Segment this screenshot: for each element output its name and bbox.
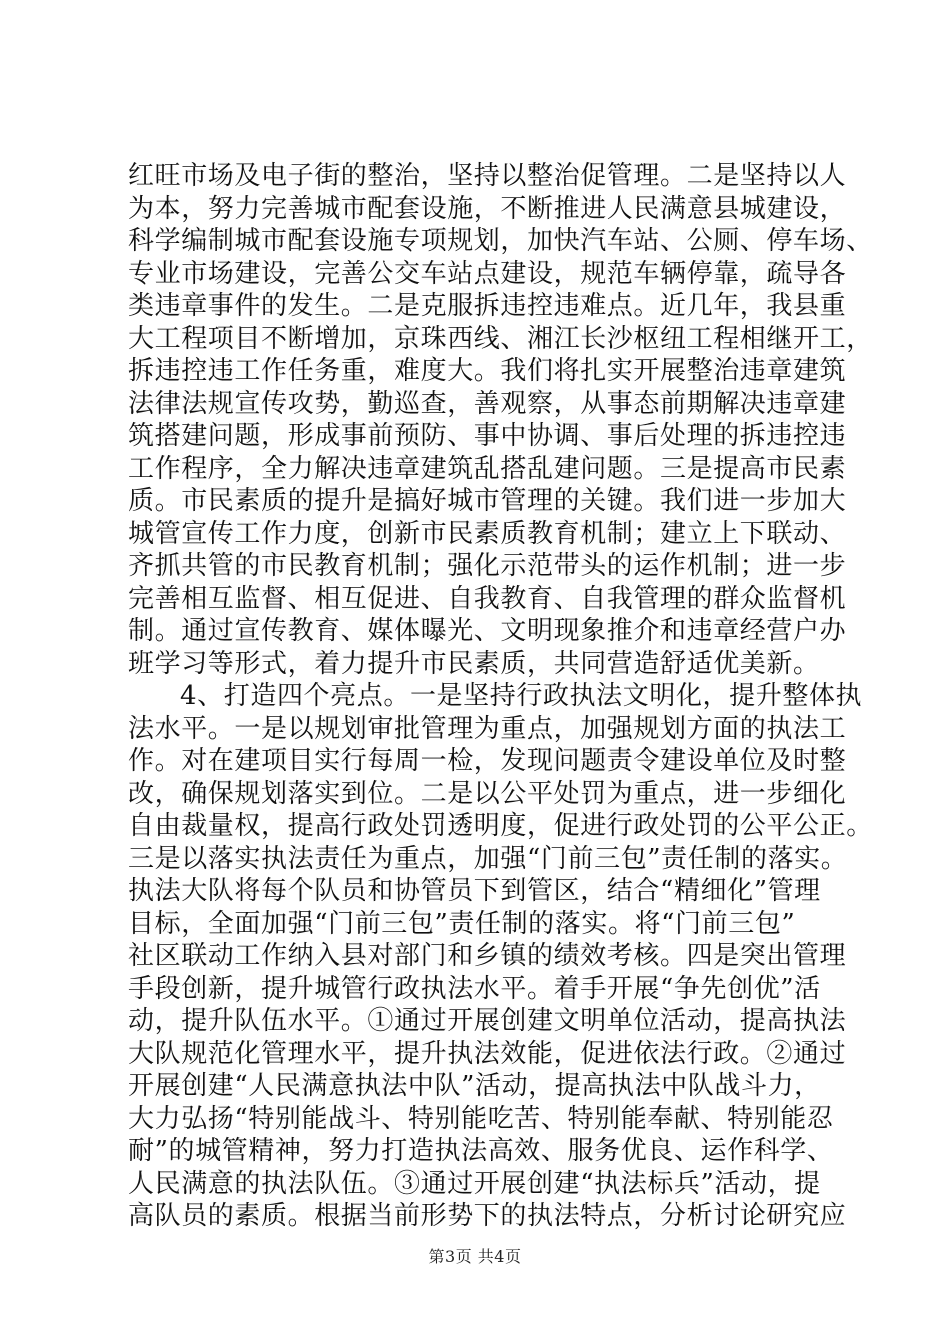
text-line: 开展创建“人民满意执法中队”活动，提高执法中队战斗力， <box>128 1071 821 1101</box>
text-line: 作。对在建项目实行每周一检，发现问题责令建设单位及时整 <box>128 746 847 776</box>
text-line: 动，提升队伍水平。①通过开展创建文明单位活动，提高执法 <box>128 1006 847 1036</box>
text-line: 工作程序，全力解决违章建筑乱搭乱建问题。三是提高市民素 <box>128 453 847 484</box>
text-line: 耐”的城管精神，努力打造执法高效、服务优良、运作科学、 <box>128 1136 834 1166</box>
text-line: 专业市场建设，完善公交车站点建设，规范车辆停靠，疏导各 <box>128 258 847 289</box>
text-line: 自由裁量权，提高行政处罚透明度，促进行政处罚的公平公正。 <box>128 811 873 841</box>
text-line: 科学编制城市配套设施专项规划，加快汽车站、公厕、停车场、 <box>128 226 873 256</box>
text-line: 法水平。一是以规划审批管理为重点，加强规划方面的执法工 <box>128 713 847 744</box>
text-line: 大队规范化管理水平，提升执法效能，促进依法行政。②通过 <box>128 1038 847 1069</box>
text-line: 改，确保规划落实到位。二是以公平处罚为重点，进一步细化 <box>128 778 847 809</box>
text-line: 执法大队将每个队员和协管员下到管区，结合“精细化”管理 <box>128 876 821 906</box>
text-line: 城管宣传工作力度，创新市民素质教育机制；建立上下联动、 <box>128 518 847 549</box>
text-line: 齐抓共管的市民教育机制；强化示范带头的运作机制；进一步 <box>128 551 847 581</box>
text-line: 质。市民素质的提升是搞好城市管理的关键。我们进一步加大 <box>128 486 847 516</box>
text-line: 筑搭建问题，形成事前预防、事中协调、事后处理的拆违控违 <box>128 421 847 451</box>
text-line: 法律法规宣传攻势，勤巡查，善观察，从事态前期解决违章建 <box>128 388 847 419</box>
text-line: 红旺市场及电子街的整治，坚持以整治促管理。二是坚持以人 <box>128 161 847 191</box>
text-line: 三是以落实执法责任为重点，加强“门前三包”责任制的落实。 <box>128 843 848 874</box>
text-line: 4、打造四个亮点。一是坚持行政执法文明化，提升整体执 <box>180 681 863 711</box>
text-line: 类违章事件的发生。二是克服拆违控违难点。近几年，我县重 <box>128 291 847 321</box>
text-line: 完善相互监督、相互促进、自我教育、自我管理的群众监督机 <box>128 583 847 614</box>
text-line: 大工程项目不断增加，京珠西线、湘江长沙枢纽工程相继开工， <box>128 323 873 354</box>
text-line: 社区联动工作纳入县对部门和乡镇的绩效考核。四是突出管理 <box>128 941 847 971</box>
text-line: 高队员的素质。根据当前形势下的执法特点，分析讨论研究应 <box>128 1201 847 1231</box>
text-line: 拆违控违工作任务重，难度大。我们将扎实开展整治违章建筑 <box>128 356 847 386</box>
body-text <box>128 160 873 1233</box>
page-footer: 第3页 共4页 <box>428 1247 522 1266</box>
text-line: 手段创新，提升城管行政执法水平。着手开展“争先创优”活 <box>128 973 821 1004</box>
text-line: 大力弘扬“特别能战斗、特别能吃苦、特别能奉献、特别能忍 <box>128 1103 834 1134</box>
text-line: 目标，全面加强“门前三包”责任制的落实。将“门前三包” <box>128 908 796 939</box>
text-line: 人民满意的执法队伍。③通过开展创建“执法标兵”活动，提 <box>128 1168 821 1199</box>
text-line: 班学习等形式，着力提升市民素质，共同营造舒适优美新。 <box>128 648 820 679</box>
text-line: 为本，努力完善城市配套设施，不断推进人民满意县城建设， <box>128 193 847 224</box>
text-line: 制。通过宣传教育、媒体曝光、文明现象推介和违章经营户办 <box>128 616 847 646</box>
